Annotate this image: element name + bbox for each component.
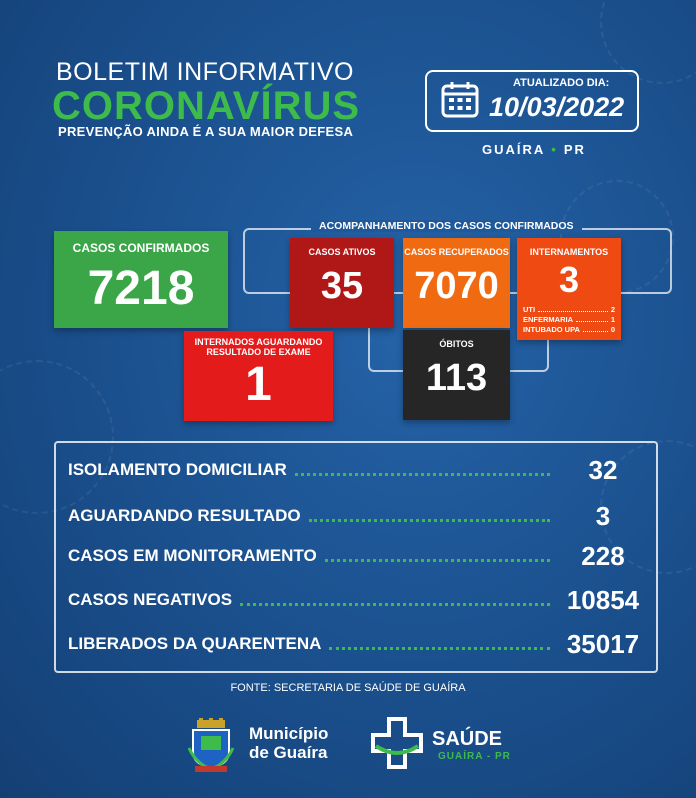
- stats-row-label: CASOS NEGATIVOS: [68, 590, 233, 609]
- stats-row-label: AGUARDANDO RESULTADO: [68, 506, 301, 525]
- confirmed-cases-label: CASOS CONFIRMADOS: [72, 241, 210, 255]
- tracking-label: ACOMPANHAMENTO DOS CASOS CONFIRMADOS: [311, 220, 582, 232]
- location-state: PR: [563, 142, 586, 157]
- awaiting-exam-value: 1: [245, 358, 272, 411]
- hospitalizations-card: [517, 238, 621, 340]
- municipality-logo-text: Município de Guaíra: [249, 724, 329, 762]
- stats-row-value: 228: [581, 540, 625, 571]
- stats-row: [68, 501, 648, 531]
- update-date-box: [425, 70, 639, 132]
- stats-row-label: LIBERADOS DA QUARENTENA: [68, 634, 322, 653]
- location-city: GUAÍRA: [482, 142, 546, 157]
- recovered-cases-label: CASOS RECUPERADOS: [404, 247, 509, 257]
- deaths-card: [403, 330, 510, 420]
- awaiting-exam-card: [184, 331, 333, 421]
- location: [482, 142, 586, 157]
- stats-row-value: 10854: [566, 584, 640, 615]
- active-cases-card: [290, 238, 394, 328]
- hospitalizations-value: 3: [558, 259, 580, 300]
- confirmed-cases-card: [54, 231, 228, 328]
- recovered-cases-card: [403, 238, 510, 328]
- coronavirus-title: CORONAVÍRUS: [52, 84, 361, 128]
- deaths-value: 113: [425, 357, 488, 399]
- hospitalization-row: UTI 2: [523, 305, 615, 314]
- stats-row-value: 32: [588, 454, 618, 485]
- stats-row: [68, 629, 648, 659]
- hospitalizations-label: INTERNAMENTOS: [529, 247, 609, 257]
- stats-row: [68, 541, 648, 571]
- health-logo-title: SAÚDE: [432, 728, 503, 750]
- hospitalizations-breakdown: [517, 301, 621, 335]
- deaths-label: ÓBITOS: [439, 339, 474, 349]
- separator-dot-icon: •: [551, 142, 558, 157]
- active-cases-value: 35: [320, 265, 364, 307]
- health-cross-icon: [370, 716, 424, 774]
- stats-row-value: 35017: [566, 628, 640, 659]
- confirmed-cases-value: 7218: [87, 262, 195, 315]
- hospitalization-row: ENFERMARIA 1: [523, 315, 615, 324]
- stats-row: [68, 455, 648, 485]
- health-logo-subtitle: GUAÍRA - PR: [438, 751, 511, 762]
- calendar-icon: [441, 80, 479, 118]
- hospitalization-row: INTUBADO UPA 0: [523, 325, 615, 334]
- footer-logos: [0, 716, 696, 776]
- stats-row: [68, 585, 648, 615]
- update-date: 10/03/2022: [489, 92, 625, 122]
- bulletin-title: BOLETIM INFORMATIVO: [56, 58, 354, 86]
- source-note: FONTE: SECRETARIA DE SAÚDE DE GUAÍRA: [230, 682, 466, 694]
- active-cases-label: CASOS ATIVOS: [308, 247, 376, 257]
- awaiting-exam-label-2: RESULTADO DE EXAME: [206, 347, 311, 357]
- stats-row-value: 3: [595, 500, 611, 531]
- municipal-crest-icon: [187, 718, 235, 774]
- stats-row-label: ISOLAMENTO DOMICILIAR: [68, 460, 287, 479]
- recovered-cases-value: 7070: [414, 265, 499, 307]
- stats-panel: [54, 441, 658, 673]
- stats-row-label: CASOS EM MONITORAMENTO: [68, 546, 317, 565]
- update-label: ATUALIZADO DIA:: [513, 77, 610, 89]
- prevention-subtitle: PREVENÇÃO AINDA É A SUA MAIOR DEFESA: [58, 124, 354, 139]
- awaiting-exam-label-1: INTERNADOS AGUARDANDO: [194, 337, 323, 347]
